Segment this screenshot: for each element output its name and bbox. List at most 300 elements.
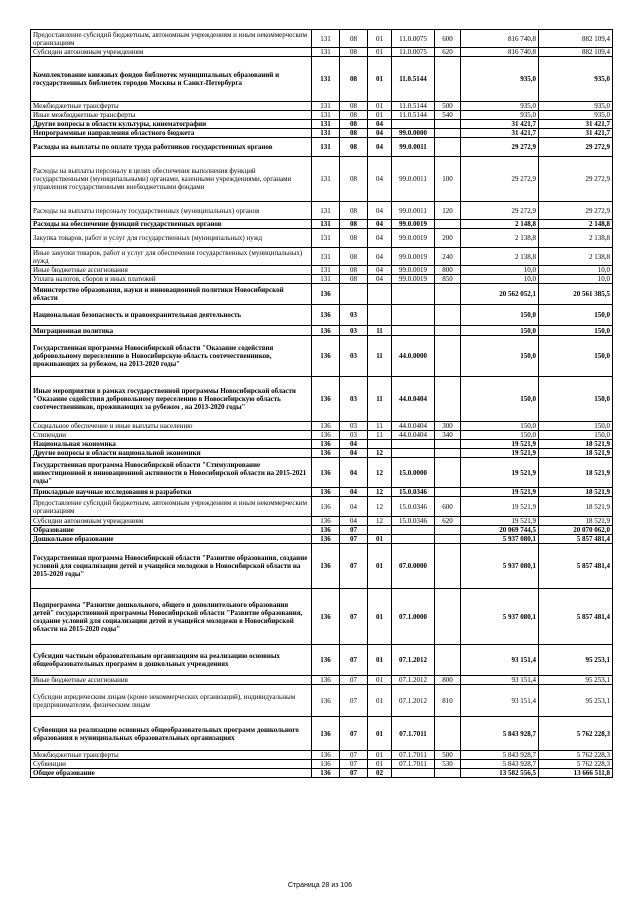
grbs-code-cell: 131 bbox=[312, 266, 340, 275]
amount-year2-cell: 10,0 bbox=[539, 266, 613, 275]
subsection-code-cell: 12 bbox=[368, 449, 392, 458]
expense-type-cell bbox=[435, 326, 461, 336]
amount-year2-cell: 29 272,9 bbox=[539, 138, 613, 157]
amount-year1-cell: 150,0 bbox=[461, 326, 539, 336]
table-row bbox=[31, 248, 613, 266]
amount-year2-cell: 882 109,4 bbox=[539, 48, 613, 57]
grbs-code-cell: 136 bbox=[312, 458, 340, 488]
amount-year2-cell: 18 521,9 bbox=[539, 488, 613, 497]
target-article-cell: 99.0.0019 bbox=[392, 220, 435, 229]
grbs-code-cell: 136 bbox=[312, 326, 340, 336]
table-row bbox=[31, 717, 613, 751]
amount-year1-cell: 5 843 928,7 bbox=[461, 760, 539, 769]
subsection-code-cell: 04 bbox=[368, 220, 392, 229]
section-code-cell: 08 bbox=[340, 57, 368, 102]
amount-year2-cell: 29 272,9 bbox=[539, 202, 613, 220]
target-article-cell bbox=[392, 326, 435, 336]
section-code-cell: 07 bbox=[340, 589, 368, 645]
target-article-cell: 07.1.7011 bbox=[392, 717, 435, 751]
table-row bbox=[31, 266, 613, 275]
table-row bbox=[31, 458, 613, 488]
table-row bbox=[31, 326, 613, 336]
section-code-cell: 08 bbox=[340, 138, 368, 157]
subsection-code-cell: 01 bbox=[368, 589, 392, 645]
table-row bbox=[31, 497, 613, 517]
subsection-code-cell: 12 bbox=[368, 488, 392, 497]
expense-type-cell bbox=[435, 120, 461, 129]
section-code-cell: 03 bbox=[340, 431, 368, 440]
table-row bbox=[31, 157, 613, 202]
subsection-code-cell: 01 bbox=[368, 57, 392, 102]
amount-year1-cell: 5 937 080,1 bbox=[461, 535, 539, 544]
target-article-cell: 99.0.0011 bbox=[392, 202, 435, 220]
table-row bbox=[31, 377, 613, 422]
target-article-cell: 07.1.2012 bbox=[392, 676, 435, 685]
row-name-cell: Государственная программа Новосибирской области "Развитие образования, создание условий для социализации детей и учащейся молодежи в Новосибирской области на 2015-2020 годы" bbox=[31, 544, 312, 589]
section-code-cell: 03 bbox=[340, 336, 368, 377]
subsection-code-cell: 04 bbox=[368, 229, 392, 248]
section-code-cell: 04 bbox=[340, 449, 368, 458]
grbs-code-cell: 136 bbox=[312, 526, 340, 535]
amount-year2-cell: 5 857 481,4 bbox=[539, 544, 613, 589]
target-article-cell bbox=[392, 120, 435, 129]
grbs-code-cell: 136 bbox=[312, 431, 340, 440]
target-article-cell: 99.0.0019 bbox=[392, 229, 435, 248]
target-article-cell bbox=[392, 284, 435, 305]
target-article-cell: 44.0.0404 bbox=[392, 377, 435, 422]
section-code-cell: 03 bbox=[340, 326, 368, 336]
expense-type-cell bbox=[435, 645, 461, 676]
table-row bbox=[31, 30, 613, 48]
row-name-cell: Закупка товаров, работ и услуг для государственных (муниципальных) нужд bbox=[31, 229, 312, 248]
expense-type-cell bbox=[435, 305, 461, 326]
page-number: Страница 28 из 106 bbox=[287, 882, 353, 889]
grbs-code-cell: 136 bbox=[312, 751, 340, 760]
amount-year2-cell: 10,0 bbox=[539, 275, 613, 284]
expense-type-cell: 100 bbox=[435, 157, 461, 202]
subsection-code-cell: 04 bbox=[368, 275, 392, 284]
subsection-code-cell: 04 bbox=[368, 266, 392, 275]
subsection-code-cell bbox=[368, 284, 392, 305]
amount-year1-cell: 29 272,9 bbox=[461, 202, 539, 220]
subsection-code-cell: 01 bbox=[368, 685, 392, 717]
expense-type-cell: 500 bbox=[435, 751, 461, 760]
amount-year2-cell: 18 521,9 bbox=[539, 458, 613, 488]
amount-year2-cell: 5 762 228,3 bbox=[539, 751, 613, 760]
subsection-code-cell: 01 bbox=[368, 645, 392, 676]
target-article-cell: 07.0.0000 bbox=[392, 544, 435, 589]
row-name-cell: Прикладные научные исследования и разработки bbox=[31, 488, 312, 497]
row-name-cell: Межбюджетные трансферты bbox=[31, 751, 312, 760]
grbs-code-cell: 131 bbox=[312, 138, 340, 157]
grbs-code-cell: 136 bbox=[312, 717, 340, 751]
subsection-code-cell: 01 bbox=[368, 544, 392, 589]
subsection-code-cell: 04 bbox=[368, 157, 392, 202]
grbs-code-cell: 131 bbox=[312, 120, 340, 129]
grbs-code-cell: 131 bbox=[312, 229, 340, 248]
table-row bbox=[31, 517, 613, 526]
section-code-cell: 08 bbox=[340, 120, 368, 129]
table-row bbox=[31, 488, 613, 497]
amount-year2-cell: 18 521,9 bbox=[539, 497, 613, 517]
amount-year2-cell: 5 762 228,3 bbox=[539, 760, 613, 769]
expense-type-cell bbox=[435, 336, 461, 377]
section-code-cell: 07 bbox=[340, 769, 368, 778]
amount-year1-cell: 20 562 052,1 bbox=[461, 284, 539, 305]
expense-type-cell bbox=[435, 440, 461, 449]
grbs-code-cell: 136 bbox=[312, 377, 340, 422]
amount-year1-cell: 20 069 744,5 bbox=[461, 526, 539, 535]
subsection-code-cell: 01 bbox=[368, 751, 392, 760]
amount-year1-cell: 935,0 bbox=[461, 111, 539, 120]
target-article-cell: 44.0.0000 bbox=[392, 336, 435, 377]
section-code-cell: 03 bbox=[340, 422, 368, 431]
target-article-cell bbox=[392, 526, 435, 535]
section-code-cell: 08 bbox=[340, 102, 368, 111]
amount-year1-cell: 10,0 bbox=[461, 266, 539, 275]
amount-year1-cell: 19 521,9 bbox=[461, 440, 539, 449]
section-code-cell: 04 bbox=[340, 497, 368, 517]
table-row bbox=[31, 685, 613, 717]
amount-year2-cell: 882 109,4 bbox=[539, 30, 613, 48]
amount-year2-cell: 95 253,1 bbox=[539, 645, 613, 676]
subsection-code-cell: 12 bbox=[368, 517, 392, 526]
grbs-code-cell: 136 bbox=[312, 497, 340, 517]
grbs-code-cell: 131 bbox=[312, 30, 340, 48]
grbs-code-cell: 131 bbox=[312, 157, 340, 202]
target-article-cell: 99.0.0019 bbox=[392, 266, 435, 275]
target-article-cell: 99.0.0011 bbox=[392, 157, 435, 202]
section-code-cell: 08 bbox=[340, 220, 368, 229]
subsection-code-cell: 01 bbox=[368, 30, 392, 48]
grbs-code-cell: 131 bbox=[312, 102, 340, 111]
amount-year2-cell: 18 521,9 bbox=[539, 517, 613, 526]
amount-year2-cell: 150,0 bbox=[539, 377, 613, 422]
section-code-cell: 08 bbox=[340, 48, 368, 57]
row-name-cell: Миграционная политика bbox=[31, 326, 312, 336]
row-name-cell: Предоставление субсидий бюджетным, автономным учреждениям и иным некоммерческим организациям bbox=[31, 30, 312, 48]
amount-year1-cell: 19 521,9 bbox=[461, 497, 539, 517]
expense-type-cell bbox=[435, 129, 461, 138]
subsection-code-cell: 01 bbox=[368, 111, 392, 120]
expense-type-cell bbox=[435, 769, 461, 778]
row-name-cell: Предоставление субсидий бюджетным, автономным учреждениям и иным некоммерческим организациям bbox=[31, 497, 312, 517]
row-name-cell: Государственная программа Новосибирской области "Оказание содействия добровольному переселению в Новосибирскую область соотечественников, проживающих за рубежом, на 2013-2020 годы" bbox=[31, 336, 312, 377]
subsection-code-cell: 04 bbox=[368, 248, 392, 266]
section-code-cell: 07 bbox=[340, 685, 368, 717]
table-row bbox=[31, 220, 613, 229]
amount-year2-cell: 2 148,8 bbox=[539, 220, 613, 229]
amount-year1-cell: 5 843 928,7 bbox=[461, 717, 539, 751]
row-name-cell: Социальное обеспечение и иные выплаты населению bbox=[31, 422, 312, 431]
amount-year2-cell: 31 421,7 bbox=[539, 129, 613, 138]
table-row bbox=[31, 111, 613, 120]
amount-year2-cell: 5 857 481,4 bbox=[539, 535, 613, 544]
expense-type-cell: 600 bbox=[435, 497, 461, 517]
section-code-cell: 07 bbox=[340, 717, 368, 751]
grbs-code-cell: 131 bbox=[312, 48, 340, 57]
grbs-code-cell: 131 bbox=[312, 129, 340, 138]
amount-year2-cell: 2 138,8 bbox=[539, 248, 613, 266]
amount-year1-cell: 5 937 080,1 bbox=[461, 589, 539, 645]
grbs-code-cell: 136 bbox=[312, 589, 340, 645]
section-code-cell: 08 bbox=[340, 30, 368, 48]
grbs-code-cell: 136 bbox=[312, 517, 340, 526]
row-name-cell: Уплата налогов, сборов и иных платежей bbox=[31, 275, 312, 284]
subsection-code-cell: 11 bbox=[368, 336, 392, 377]
amount-year1-cell: 19 521,9 bbox=[461, 449, 539, 458]
subsection-code-cell: 01 bbox=[368, 760, 392, 769]
amount-year2-cell: 95 253,1 bbox=[539, 676, 613, 685]
amount-year1-cell: 150,0 bbox=[461, 377, 539, 422]
section-code-cell: 08 bbox=[340, 266, 368, 275]
amount-year1-cell: 150,0 bbox=[461, 305, 539, 326]
target-article-cell: 15.0.0346 bbox=[392, 517, 435, 526]
target-article-cell bbox=[392, 305, 435, 326]
table-row bbox=[31, 676, 613, 685]
section-code-cell: 04 bbox=[340, 458, 368, 488]
row-name-cell: Расходы на выплаты по оплате труда работников государственных органов bbox=[31, 138, 312, 157]
amount-year1-cell: 150,0 bbox=[461, 422, 539, 431]
target-article-cell: 07.1.0000 bbox=[392, 589, 435, 645]
subsection-code-cell: 01 bbox=[368, 717, 392, 751]
expense-type-cell: 240 bbox=[435, 248, 461, 266]
subsection-code-cell: 04 bbox=[368, 202, 392, 220]
grbs-code-cell: 136 bbox=[312, 422, 340, 431]
amount-year1-cell: 150,0 bbox=[461, 336, 539, 377]
section-code-cell: 07 bbox=[340, 751, 368, 760]
grbs-code-cell: 136 bbox=[312, 305, 340, 326]
subsection-code-cell: 11 bbox=[368, 422, 392, 431]
amount-year1-cell: 93 151,4 bbox=[461, 676, 539, 685]
budget-table bbox=[30, 29, 613, 778]
target-article-cell: 99.0.0019 bbox=[392, 275, 435, 284]
expense-type-cell bbox=[435, 220, 461, 229]
expense-type-cell bbox=[435, 526, 461, 535]
grbs-code-cell: 136 bbox=[312, 645, 340, 676]
target-article-cell bbox=[392, 449, 435, 458]
row-name-cell: Комплектование книжных фондов библиотек муниципальных образований и государственных библиотек городов Москвы и Санкт-Петербурга bbox=[31, 57, 312, 102]
subsection-code-cell: 01 bbox=[368, 535, 392, 544]
amount-year2-cell: 935,0 bbox=[539, 111, 613, 120]
target-article-cell: 07.1.2012 bbox=[392, 685, 435, 717]
grbs-code-cell: 131 bbox=[312, 275, 340, 284]
row-name-cell: Иные бюджетные ассигнования bbox=[31, 266, 312, 275]
target-article-cell: 07.1.7011 bbox=[392, 751, 435, 760]
table-row bbox=[31, 769, 613, 778]
amount-year2-cell: 18 521,9 bbox=[539, 440, 613, 449]
subsection-code-cell: 04 bbox=[368, 120, 392, 129]
amount-year1-cell: 2 138,8 bbox=[461, 229, 539, 248]
expense-type-cell: 540 bbox=[435, 111, 461, 120]
target-article-cell: 99.0.0011 bbox=[392, 138, 435, 157]
target-article-cell: 44.0.0404 bbox=[392, 422, 435, 431]
table-row bbox=[31, 57, 613, 102]
subsection-code-cell: 11 bbox=[368, 377, 392, 422]
subsection-code-cell: 12 bbox=[368, 458, 392, 488]
subsection-code-cell: 04 bbox=[368, 138, 392, 157]
subsection-code-cell: 01 bbox=[368, 102, 392, 111]
row-name-cell: Национальная безопасность и правоохранительная деятельность bbox=[31, 305, 312, 326]
subsection-code-cell bbox=[368, 440, 392, 449]
expense-type-cell bbox=[435, 284, 461, 305]
table-row bbox=[31, 760, 613, 769]
row-name-cell: Иные бюджетные ассигнования bbox=[31, 676, 312, 685]
table-row bbox=[31, 431, 613, 440]
table-row bbox=[31, 120, 613, 129]
expense-type-cell bbox=[435, 589, 461, 645]
amount-year1-cell: 29 272,9 bbox=[461, 157, 539, 202]
grbs-code-cell: 136 bbox=[312, 284, 340, 305]
amount-year1-cell: 29 272,9 bbox=[461, 138, 539, 157]
amount-year2-cell: 29 272,9 bbox=[539, 157, 613, 202]
row-name-cell: Непрограммные направления областного бюджета bbox=[31, 129, 312, 138]
row-name-cell: Министерство образования, науки и инновационной политики Новосибирской области bbox=[31, 284, 312, 305]
target-article-cell: 07.1.7011 bbox=[392, 760, 435, 769]
section-code-cell: 08 bbox=[340, 111, 368, 120]
target-article-cell: 11.0.0075 bbox=[392, 48, 435, 57]
section-code-cell: 08 bbox=[340, 157, 368, 202]
expense-type-cell bbox=[435, 458, 461, 488]
page-footer bbox=[0, 882, 640, 889]
expense-type-cell: 800 bbox=[435, 676, 461, 685]
table-row bbox=[31, 202, 613, 220]
expense-type-cell bbox=[435, 57, 461, 102]
section-code-cell: 03 bbox=[340, 377, 368, 422]
expense-type-cell bbox=[435, 535, 461, 544]
amount-year1-cell: 31 421,7 bbox=[461, 129, 539, 138]
expense-type-cell: 300 bbox=[435, 422, 461, 431]
amount-year2-cell: 150,0 bbox=[539, 336, 613, 377]
target-article-cell: 15.0.0000 bbox=[392, 458, 435, 488]
subsection-code-cell: 11 bbox=[368, 326, 392, 336]
section-code-cell: 07 bbox=[340, 676, 368, 685]
amount-year2-cell: 5 857 481,4 bbox=[539, 589, 613, 645]
section-code-cell: 07 bbox=[340, 760, 368, 769]
amount-year2-cell: 150,0 bbox=[539, 431, 613, 440]
target-article-cell bbox=[392, 769, 435, 778]
target-article-cell: 11.0.5144 bbox=[392, 102, 435, 111]
row-name-cell: Национальная экономика bbox=[31, 440, 312, 449]
table-row bbox=[31, 138, 613, 157]
table-row bbox=[31, 449, 613, 458]
row-name-cell: Иные межбюджетные трансферты bbox=[31, 111, 312, 120]
amount-year1-cell: 5 843 928,7 bbox=[461, 751, 539, 760]
row-name-cell: Субвенция на реализацию основных общеобразовательных программ дошкольного образования в муниципальных образовательных организациях bbox=[31, 717, 312, 751]
expense-type-cell: 800 bbox=[435, 266, 461, 275]
section-code-cell bbox=[340, 284, 368, 305]
grbs-code-cell: 136 bbox=[312, 544, 340, 589]
expense-type-cell bbox=[435, 377, 461, 422]
row-name-cell: Общее образование bbox=[31, 769, 312, 778]
amount-year1-cell: 816 740,8 bbox=[461, 30, 539, 48]
expense-type-cell: 620 bbox=[435, 48, 461, 57]
expense-type-cell bbox=[435, 717, 461, 751]
section-code-cell: 07 bbox=[340, 645, 368, 676]
expense-type-cell bbox=[435, 449, 461, 458]
expense-type-cell bbox=[435, 544, 461, 589]
section-code-cell: 07 bbox=[340, 535, 368, 544]
target-article-cell: 11.0.0075 bbox=[392, 30, 435, 48]
section-code-cell: 08 bbox=[340, 275, 368, 284]
amount-year1-cell: 150,0 bbox=[461, 431, 539, 440]
grbs-code-cell: 136 bbox=[312, 769, 340, 778]
amount-year1-cell: 93 151,4 bbox=[461, 645, 539, 676]
table-row bbox=[31, 544, 613, 589]
target-article-cell: 07.1.2012 bbox=[392, 645, 435, 676]
expense-type-cell: 200 bbox=[435, 229, 461, 248]
section-code-cell: 08 bbox=[340, 248, 368, 266]
amount-year1-cell: 10,0 bbox=[461, 275, 539, 284]
section-code-cell: 08 bbox=[340, 202, 368, 220]
row-name-cell: Субсидии частным образовательным организациям на реализацию основных общеобразовательных программ в дошкольных учреждениях bbox=[31, 645, 312, 676]
row-name-cell: Субсидии автономным учреждениям bbox=[31, 48, 312, 57]
amount-year1-cell: 2 148,8 bbox=[461, 220, 539, 229]
subsection-code-cell bbox=[368, 526, 392, 535]
row-name-cell: Образование bbox=[31, 526, 312, 535]
grbs-code-cell: 136 bbox=[312, 760, 340, 769]
table-row bbox=[31, 751, 613, 760]
grbs-code-cell: 131 bbox=[312, 220, 340, 229]
expense-type-cell: 120 bbox=[435, 202, 461, 220]
target-article-cell: 99.0.0000 bbox=[392, 129, 435, 138]
row-name-cell: Государственная программа Новосибирской области "Стимулирование инвестиционной и инновационной активности в Новосибирской области на 2015-2021 годы" bbox=[31, 458, 312, 488]
amount-year1-cell: 5 937 080,1 bbox=[461, 544, 539, 589]
table-row bbox=[31, 229, 613, 248]
row-name-cell: Иные закупки товаров, работ и услуг для обеспечения государственных (муниципальных) нужд bbox=[31, 248, 312, 266]
row-name-cell: Субвенции bbox=[31, 760, 312, 769]
amount-year2-cell: 20 561 385,5 bbox=[539, 284, 613, 305]
target-article-cell: 15.0.0346 bbox=[392, 488, 435, 497]
subsection-code-cell: 11 bbox=[368, 431, 392, 440]
grbs-code-cell: 136 bbox=[312, 440, 340, 449]
expense-type-cell: 810 bbox=[435, 685, 461, 717]
subsection-code-cell: 12 bbox=[368, 497, 392, 517]
table-row bbox=[31, 305, 613, 326]
amount-year2-cell: 150,0 bbox=[539, 305, 613, 326]
amount-year2-cell: 13 666 511,8 bbox=[539, 769, 613, 778]
subsection-code-cell: 02 bbox=[368, 769, 392, 778]
target-article-cell: 11.0.5144 bbox=[392, 111, 435, 120]
subsection-code-cell: 04 bbox=[368, 129, 392, 138]
section-code-cell: 03 bbox=[340, 305, 368, 326]
target-article-cell: 15.0.0346 bbox=[392, 497, 435, 517]
grbs-code-cell: 131 bbox=[312, 202, 340, 220]
grbs-code-cell: 131 bbox=[312, 111, 340, 120]
grbs-code-cell: 136 bbox=[312, 449, 340, 458]
table-row bbox=[31, 535, 613, 544]
target-article-cell bbox=[392, 535, 435, 544]
section-code-cell: 04 bbox=[340, 440, 368, 449]
target-article-cell: 44.0.0404 bbox=[392, 431, 435, 440]
row-name-cell: Расходы на обеспечение функций государственных органов bbox=[31, 220, 312, 229]
expense-type-cell: 600 bbox=[435, 30, 461, 48]
section-code-cell: 07 bbox=[340, 544, 368, 589]
row-name-cell: Подпрограмма "Развитие дошкольного, общего и дополнительного образования детей" государственной программы Новосибирской области "Развитие образования, создание условий для социализации детей и учащейся молодежи в Новосибирской области на 2015-2020 годы" bbox=[31, 589, 312, 645]
target-article-cell bbox=[392, 440, 435, 449]
row-name-cell: Стипендии bbox=[31, 431, 312, 440]
grbs-code-cell: 136 bbox=[312, 488, 340, 497]
amount-year2-cell: 935,0 bbox=[539, 57, 613, 102]
section-code-cell: 04 bbox=[340, 488, 368, 497]
section-code-cell: 08 bbox=[340, 129, 368, 138]
row-name-cell: Расходы на выплаты персоналу государственных (муниципальных) органов bbox=[31, 202, 312, 220]
row-name-cell: Расходы на выплаты персоналу в целях обеспечения выполнения функций государственными (муниципальными) органами, казенными учреждениями, органами управления государственными внебюджетными фондами bbox=[31, 157, 312, 202]
amount-year2-cell: 5 762 228,3 bbox=[539, 717, 613, 751]
amount-year1-cell: 935,0 bbox=[461, 102, 539, 111]
table-row bbox=[31, 526, 613, 535]
row-name-cell: Субсидии автономным учреждениям bbox=[31, 517, 312, 526]
